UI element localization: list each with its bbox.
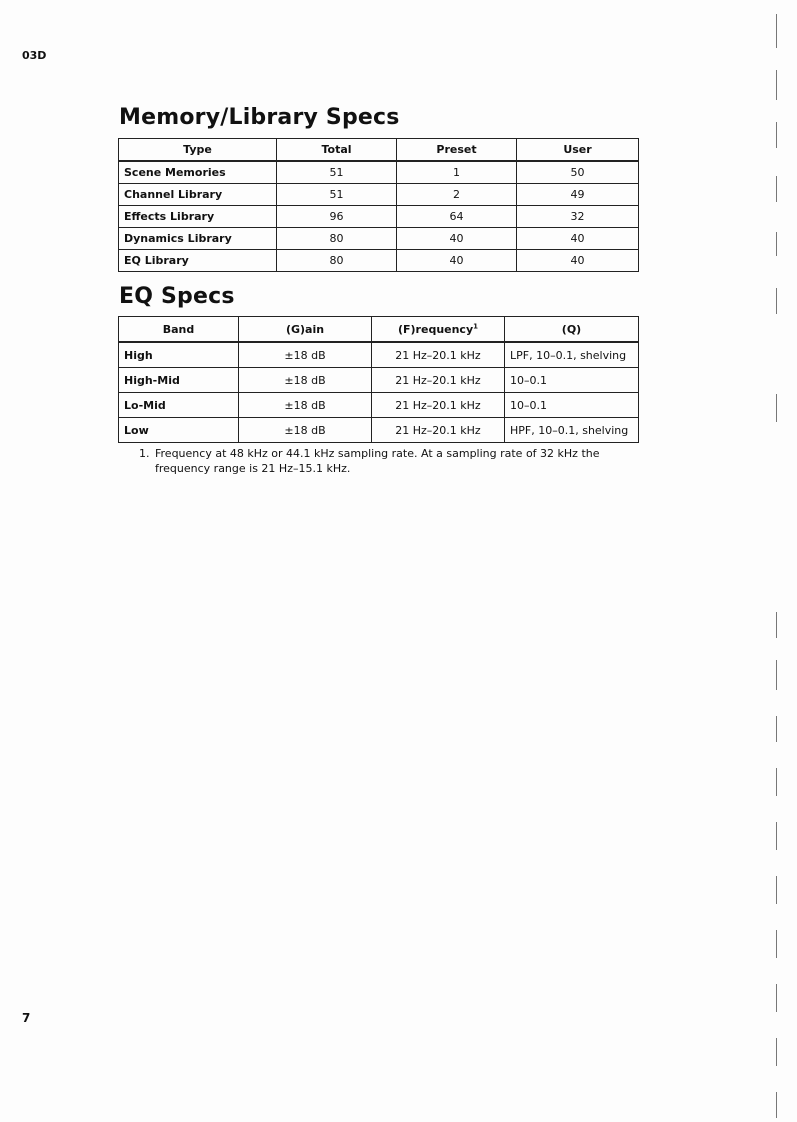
- gain-cell: ±18 dB: [239, 418, 372, 443]
- scan-edge-line: [776, 660, 777, 690]
- table-row: [119, 368, 639, 393]
- scan-edge-line: [776, 14, 777, 48]
- table-row: [119, 250, 639, 272]
- scan-edge-line: [776, 930, 777, 958]
- table-row: [119, 184, 639, 206]
- type-cell: EQ Library: [119, 250, 277, 272]
- scan-edge-line: [776, 394, 777, 422]
- column-header-band: Band: [119, 317, 239, 343]
- eq-specs-table: [118, 316, 639, 443]
- gain-cell: ±18 dB: [239, 368, 372, 393]
- type-cell: Scene Memories: [119, 161, 277, 184]
- scan-edge-line: [776, 176, 777, 202]
- table-row: [119, 393, 639, 418]
- table-row: [119, 418, 639, 443]
- type-cell: Dynamics Library: [119, 228, 277, 250]
- scan-edge-line: [776, 716, 777, 742]
- preset-cell: 40: [397, 250, 517, 272]
- scan-edge-line: [776, 288, 777, 314]
- total-cell: 80: [277, 228, 397, 250]
- scan-edge-line: [776, 232, 777, 256]
- table-header-row: [119, 317, 639, 343]
- column-header-user: User: [517, 139, 639, 162]
- total-cell: 80: [277, 250, 397, 272]
- scan-edge-line: [776, 612, 777, 638]
- type-cell: Effects Library: [119, 206, 277, 228]
- column-header-type: Type: [119, 139, 277, 162]
- preset-cell: 1: [397, 161, 517, 184]
- total-cell: 51: [277, 161, 397, 184]
- column-header-gain: (G)ain: [239, 317, 372, 343]
- q-cell: LPF, 10–0.1, shelving: [505, 342, 639, 368]
- user-cell: 40: [517, 228, 639, 250]
- user-cell: 32: [517, 206, 639, 228]
- memory-library-title: Memory/Library Specs: [119, 105, 400, 130]
- header-model-code: 03D: [22, 49, 47, 62]
- memory-library-table: [118, 138, 639, 272]
- table-row: [119, 161, 639, 184]
- column-header-total: Total: [277, 139, 397, 162]
- band-cell: High-Mid: [119, 368, 239, 393]
- frequency-cell: 21 Hz–20.1 kHz: [372, 368, 505, 393]
- user-cell: 50: [517, 161, 639, 184]
- frequency-header-label: (F)requency: [397, 322, 474, 336]
- scan-edge-line: [776, 984, 777, 1012]
- scan-edge-line: [776, 122, 777, 148]
- frequency-cell: 21 Hz–20.1 kHz: [372, 418, 505, 443]
- band-cell: Low: [119, 418, 239, 443]
- eq-specs-title: EQ Specs: [119, 284, 235, 309]
- frequency-cell: 21 Hz–20.1 kHz: [372, 342, 505, 368]
- scan-edge-line: [776, 1038, 777, 1066]
- frequency-cell: 21 Hz–20.1 kHz: [372, 393, 505, 418]
- scan-edge-line: [776, 876, 777, 904]
- scan-edge-line: [776, 822, 777, 850]
- total-cell: 51: [277, 184, 397, 206]
- total-cell: 96: [277, 206, 397, 228]
- page-number: 7: [22, 1011, 31, 1025]
- q-cell: 10–0.1: [505, 368, 639, 393]
- preset-cell: 2: [397, 184, 517, 206]
- q-cell: 10–0.1: [505, 393, 639, 418]
- column-header-q: (Q): [505, 317, 639, 343]
- column-header-frequency: [372, 317, 505, 343]
- scan-edge-line: [776, 70, 777, 100]
- gain-cell: ±18 dB: [239, 393, 372, 418]
- column-header-preset: Preset: [397, 139, 517, 162]
- table-header-row: [119, 139, 639, 162]
- type-cell: Channel Library: [119, 184, 277, 206]
- scan-edge-line: [776, 768, 777, 796]
- preset-cell: 64: [397, 206, 517, 228]
- user-cell: 49: [517, 184, 639, 206]
- user-cell: 40: [517, 250, 639, 272]
- gain-cell: ±18 dB: [239, 342, 372, 368]
- footnote-marker: 1: [473, 321, 479, 330]
- preset-cell: 40: [397, 228, 517, 250]
- table-row: [119, 342, 639, 368]
- footnote-number: 1.: [139, 447, 150, 460]
- table-row: [119, 228, 639, 250]
- q-cell: HPF, 10–0.1, shelving: [505, 418, 639, 443]
- band-cell: High: [119, 342, 239, 368]
- band-cell: Lo-Mid: [119, 393, 239, 418]
- eq-footnote: [139, 446, 644, 476]
- footnote-text: Frequency at 48 kHz or 44.1 kHz sampling rate. At a sampling rate of 32 kHz the frequency range is 21 Hz–15.1 kHz.: [155, 447, 600, 475]
- table-row: [119, 206, 639, 228]
- scan-edge-line: [776, 1092, 777, 1118]
